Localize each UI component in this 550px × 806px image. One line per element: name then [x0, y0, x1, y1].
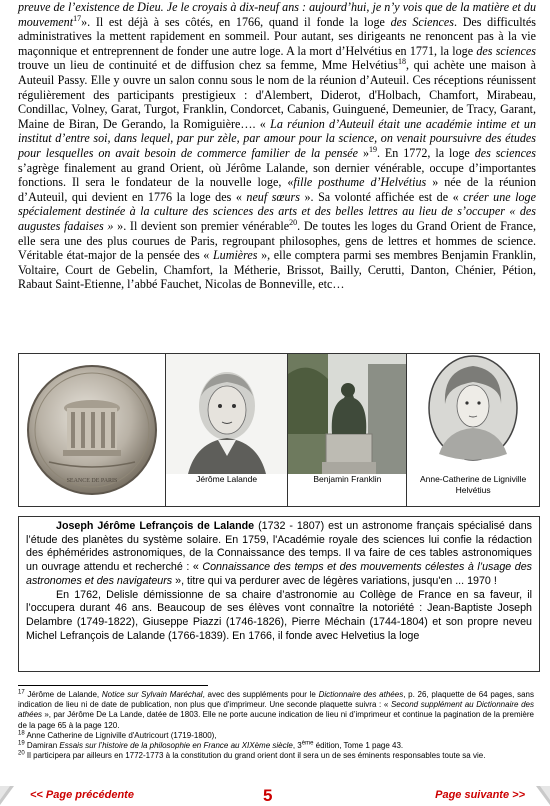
footnote — [18, 731, 534, 741]
text-run: . Des difficultés administratives la mettent rapidement en sommeil. Pour autant, ses dirigeants ne renoncent pas à la vie maçonnique et entreprennent de fonder une autre loge. A la mort d’Helvétius en 1771, la loge — [18, 14, 536, 58]
text-run: » née de la réunion d’Auteuil, qui devient en 1776 la loge des « — [18, 175, 537, 204]
footnotes — [18, 690, 534, 761]
footnote — [18, 741, 534, 751]
text-run: trouve un lieu de continuité et de diffusion chez sa femme, Mme Helvétius — [18, 58, 399, 73]
text-run: Jérôme de Lalande, — [27, 690, 100, 699]
text-run: s’agrège finalement au grand Orient, où Jérôme Lalande, son dernier vénérable, occupe d’importantes fonctions. Il sera le fondateur de la nouvelle loge, « — [18, 160, 536, 190]
italic-run: Lumières — [212, 248, 258, 263]
images-row — [18, 353, 540, 507]
text-run: ». Sa volonté affichée est de « — [304, 189, 459, 204]
text-run: , qui achète une maison à Auteuil Passy. Elle y ouvre un salon connu sous le nom de la réunion d’Auteuil. Ces réceptions réunissent régulièrement des participants prestigieux : d'Alembert, Diderot, d'Holbach, Chamfort, Mirabeau, Condillac, Volney, Garat, Turgot, Franklin, Condorcet, Cabanis, Guinguené, Demeunier, de Tracy, Garant, Maine de Biran, De Gerando, la Romiguière…. « — [18, 58, 536, 131]
footnote-number: 19 — [18, 740, 25, 747]
italic-run: des sciences — [476, 43, 536, 58]
text-run: ». Il est déjà à ses côtés, en 1766, quand il fonde la loge — [81, 14, 385, 29]
nav-bar — [0, 786, 550, 805]
italic-run: des sciences — [474, 145, 537, 160]
italic-run: Connaissance des temps et des mouvements célestes à l’usage des astronomes et des navigateurs — [26, 561, 532, 587]
text-run: », par Jérôme De La Lande, datée de 1803. Elle ne porte aucune indication de lieu ni d’imprimeur et continue la pagination de la première de la page 65 à la page 120. — [18, 710, 534, 730]
italic-run: des Sciences — [390, 14, 454, 29]
footnote-number: 18 — [18, 730, 25, 737]
bio-paragraph-2: En 1762, Delisle démissionne de sa chaire d’astronomie au Collège de France en sa faveur, il l’occupera durant 46 ans. Beaucoup de ses élèves vont connaître la notoriété : Jean-Baptiste Joseph Delambre (1749-1822), Giuseppe Piazzi (1746-1826), Pierre Méchain (1744-1804) et son propre neveu Michel Lefrançois de Lalande (1766-1839). En 1766, il fonde avec Helvetius la loge — [26, 588, 532, 642]
text-run: , 3 — [292, 741, 302, 751]
caption-lalande: Jérôme Lalande — [196, 474, 258, 484]
page-curl-left-icon — [0, 786, 14, 805]
text-run: (1732 - 1807) est un astronome français spécialisé dans l’étude des planètes du système solaire. En 1759, l'Académie royale des sciences lui confie la rédaction des éphémérides astronomiques, de la Connaissance des temps. Il va faire de ces tables astronomiques un ouvrage attendu et recherché : « — [26, 520, 532, 574]
italic-run: Dictionnaire des athées — [318, 690, 404, 699]
text-run: ». Il devient son premier vénérable — [117, 218, 290, 233]
text-run: Anne Catherine de Ligniville d'Autricourt (1719-1800), — [26, 730, 217, 740]
main-text — [18, 0, 536, 292]
text-run: . De toutes les loges du Grand Orient de France, elle sera une des plus courues de Paris, regroupant philosophes, gens de lettres et hommes de science. Véritable état-major de la pensée des « — [18, 218, 537, 263]
caption-franklin: Benjamin Franklin — [313, 474, 382, 484]
text-run: édition, Tome 1 page 43. — [315, 741, 404, 751]
text-run: », titre qui va perdurer avec de légères variations, jusqu'en ... 1970 ! — [175, 574, 497, 587]
page-number: 5 — [263, 786, 273, 805]
footnote-ref[interactable]: 18 — [398, 57, 407, 67]
portrait-helvetius — [407, 354, 539, 506]
footnote-ref[interactable]: 17 — [73, 13, 82, 23]
bio-name: Joseph Jérôme Lefrançois de Lalande — [56, 520, 255, 532]
statue-franklin — [288, 354, 407, 506]
portrait-helvetius-icon — [407, 354, 539, 472]
medal-image — [19, 354, 166, 506]
statue-franklin-icon — [288, 354, 406, 474]
quote-lalande: preuve de l’existence de Dieu. Je le croyais à dix-neuf ans : aujourd’hui, je n’y vois que de la matière et du mouvement — [18, 0, 536, 29]
footnote-rule — [18, 685, 208, 686]
quote-auteuil: La réunion d’Auteuil était une académie intime et un institut d’entre soi, dans lequel, par pur zèle, par amour pour la science, on venait poursuivre des études pour lesquelles on avait besoin de commerce familier de la pensée — [18, 116, 536, 160]
text-run: . En 1772, la loge — [376, 145, 470, 160]
portrait-lalande-icon — [166, 354, 288, 474]
text-run: », elle comptera parmi ses membres Benjamin Franklin, Voltaire, Court de Gebelin, Chamfort, la Métherie, Brissot, Bailly, Cerutti, Danton, Chénier, Pétion, Rabaut Saint-Etienne, l’abbé Fauchet, Nicolas de Bonneville, etc… — [18, 248, 536, 292]
main-paragraph — [18, 0, 536, 292]
italic-run: neuf sœurs — [246, 189, 300, 204]
portrait-lalande — [166, 354, 289, 506]
footnote-number: 20 — [18, 750, 25, 757]
medal-inscription: SEANCE DE PARIS — [66, 478, 118, 484]
italic-run: Notice sur Sylvain Maréchal — [101, 690, 203, 699]
footnote — [18, 751, 534, 761]
page-curl-right-icon — [536, 786, 550, 805]
italic-run: Essais sur l’histoire de la philosophie en France au XIXème siècle — [59, 741, 293, 751]
next-page-link[interactable]: Page suivante >> — [435, 789, 525, 801]
italic-run: Second supplément au Dictionnaire des athées — [18, 700, 534, 720]
italic-run: fille posthume d’Helvétius — [293, 175, 427, 190]
caption-helvetius: Anne-Catherine de Ligniville Helvétius — [419, 474, 527, 495]
previous-page-link[interactable]: << Page précédente — [30, 789, 134, 801]
bio-box — [18, 516, 540, 672]
bio-paragraph-1 — [26, 520, 532, 589]
footnote-ref[interactable]: 19 — [368, 144, 377, 154]
text-run: » — [362, 145, 369, 160]
superscript: ème — [301, 740, 314, 747]
footnote-number: 17 — [18, 689, 25, 696]
text-run: Damiran — [26, 741, 58, 751]
text-run: , p. 26, plaquette de 64 pages, sans indication de lieu ni de date de publication, non plus que d'imprimeur. Une seconde plaquette suivra : « — [18, 690, 534, 710]
footnote-ref[interactable]: 20 — [289, 217, 298, 227]
text-run: , avec des suppléments pour le — [202, 690, 316, 699]
footnote — [18, 690, 534, 731]
quote-volonte: créer une loge spécialement destinée à la culture des sciences des arts et des belles lettres au lieu de s’occuper « des augustes fadaises » — [18, 189, 536, 233]
medal-icon — [19, 354, 165, 506]
text-run: Il participera par ailleurs en 1772-1773 à la constitution du grand orient dont il sera un de ses éminents responsables toute sa vie. — [26, 751, 486, 761]
